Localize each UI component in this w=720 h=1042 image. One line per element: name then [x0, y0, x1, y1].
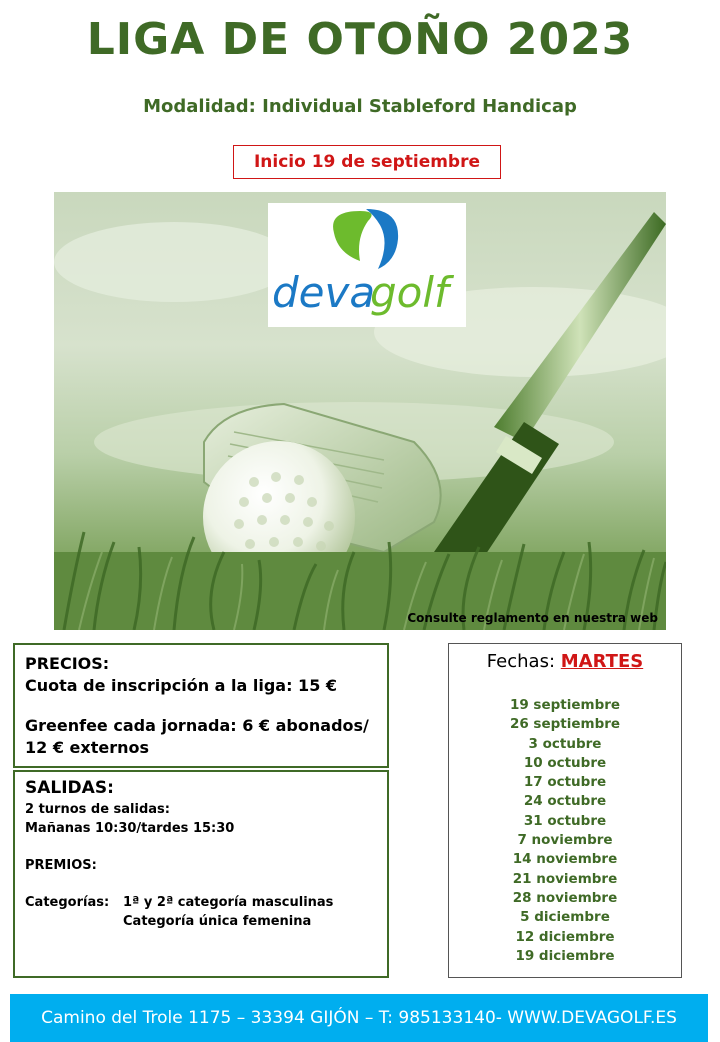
greenfee-line-2: 12 € externos	[25, 738, 150, 757]
dates-list	[449, 696, 681, 966]
modality-subtitle: Modalidad: Individual Stableford Handicap	[143, 96, 577, 117]
date-item: 26 septiembre	[509, 716, 621, 733]
logo-text-deva: deva	[272, 268, 376, 317]
prices-box	[13, 643, 389, 768]
date-item: 14 noviembre	[512, 851, 618, 868]
devagolf-logo	[268, 203, 466, 327]
date-item: 19 diciembre	[515, 947, 615, 964]
prices-heading: PRECIOS:	[25, 654, 110, 673]
logo-text-golf: golf	[370, 268, 449, 317]
registration-fee: Cuota de inscripción a la liga: 15 €	[25, 676, 338, 695]
dates-label: Fechas:	[486, 651, 556, 672]
start-date-badge: Inicio 19 de septiembre	[233, 145, 501, 179]
date-item: 5 diciembre	[520, 909, 610, 926]
categories-label: Categorías:	[25, 895, 110, 910]
exits-times: Mañanas 10:30/tardes 15:30	[25, 821, 235, 836]
prizes-heading: PREMIOS:	[25, 858, 97, 873]
greenfee-line-1: Greenfee cada jornada: 6 € abonados/	[25, 716, 369, 735]
category-row-2	[25, 912, 377, 931]
exits-box	[13, 770, 389, 978]
date-item: 28 noviembre	[512, 889, 618, 906]
devagolf-logo-mark	[268, 203, 466, 327]
date-item: 12 diciembre	[515, 928, 615, 945]
exits-shifts: 2 turnos de salidas:	[25, 802, 170, 817]
category-female: Categoría única femenina	[123, 914, 312, 929]
category-row-1	[25, 893, 377, 912]
date-item: 17 octubre	[523, 774, 607, 791]
rules-note: Consulte reglamento en nuestra web	[407, 611, 658, 625]
date-item: 10 octubre	[523, 754, 607, 771]
weekday-label: MARTES	[560, 651, 644, 672]
date-item: 7 noviembre	[517, 832, 613, 849]
date-item: 3 octubre	[528, 735, 602, 752]
dates-box	[448, 643, 682, 978]
category-male: 1ª y 2ª categoría masculinas	[123, 895, 334, 910]
date-item: 31 octubre	[523, 812, 607, 829]
date-item: 21 noviembre	[512, 870, 618, 887]
page-title: LIGA DE OTOÑO 2023	[86, 14, 634, 65]
date-item: 19 septiembre	[509, 697, 621, 713]
exits-heading: SALIDAS:	[25, 778, 114, 798]
dates-heading	[449, 651, 681, 672]
contact-footer: Camino del Trole 1175 – 33394 GIJÓN – T: 985133140- WWW.DEVAGOLF.ES	[10, 994, 708, 1042]
date-item: 24 octubre	[523, 793, 607, 810]
